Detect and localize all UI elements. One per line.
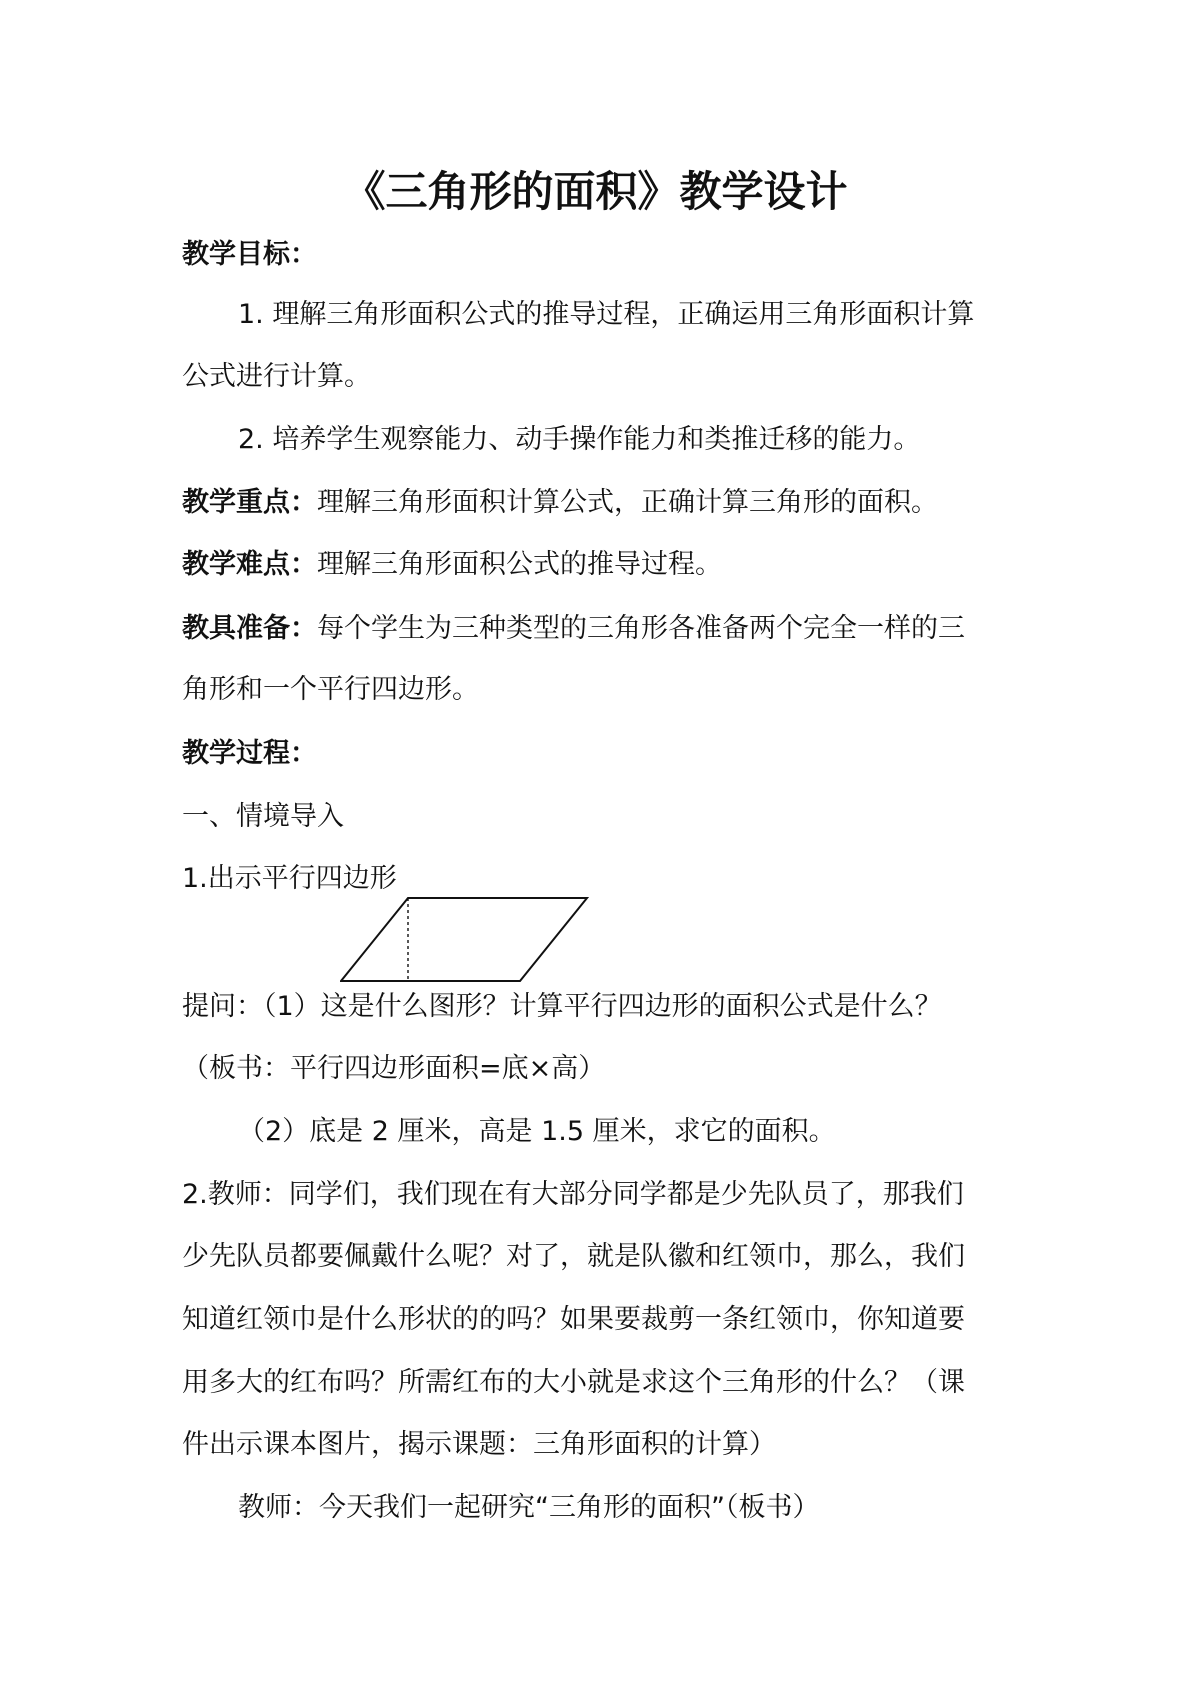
question-line-1: 提问：（1）这是什么图形？计算平行四边形的面积公式是什么？	[182, 991, 942, 1022]
question-2: （2）底是 2 厘米，高是 1.5 厘米，求它的面积。	[238, 1116, 836, 1147]
objective-1-line-2: 公式进行计算。	[182, 361, 371, 392]
step-1: 1.出示平行四边形	[182, 863, 397, 894]
step-2-line-2: 少先队员都要佩戴什么呢？对了，就是队徽和红领巾，那么，我们	[182, 1241, 965, 1272]
parallelogram-shape	[341, 898, 587, 981]
materials-paragraph	[182, 612, 965, 646]
process-heading: 教学过程：	[182, 738, 317, 769]
key-point-text: 理解三角形面积计算公式，正确计算三角形的面积。	[317, 487, 938, 518]
step-2-line-4: 用多大的红布吗？所需红布的大小就是求这个三角形的什么？（课	[182, 1367, 965, 1398]
key-point-paragraph	[182, 486, 938, 520]
question-line-2: （板书：平行四边形面积=底×高）	[182, 1053, 606, 1084]
objective-1-line-1: 1. 理解三角形面积公式的推导过程，正确运用三角形面积计算	[238, 299, 975, 330]
objective-2: 2. 培养学生观察能力、动手操作能力和类推迁移的能力。	[238, 424, 921, 455]
teacher-line: 教师：今天我们一起研究“三角形的面积”（板书）	[238, 1492, 820, 1523]
materials-text-line-1: 每个学生为三种类型的三角形各准备两个完全一样的三	[317, 613, 965, 644]
page-title: 《三角形的面积》教学设计	[343, 167, 848, 216]
parallelogram-figure	[340, 895, 600, 985]
materials-text-line-2: 角形和一个平行四边形。	[182, 674, 479, 705]
section-1-heading: 一、情境导入	[182, 801, 344, 832]
materials-label: 教具准备：	[182, 613, 317, 644]
difficulty-text: 理解三角形面积公式的推导过程。	[317, 549, 722, 580]
difficulty-label: 教学难点：	[182, 549, 317, 580]
step-2-line-5: 件出示课本图片，揭示课题：三角形面积的计算）	[182, 1429, 776, 1460]
objectives-heading: 教学目标：	[182, 239, 317, 270]
key-point-label: 教学重点：	[182, 487, 317, 518]
difficulty-paragraph	[182, 548, 722, 582]
step-2-line-3: 知道红领巾是什么形状的的吗？如果要裁剪一条红领巾，你知道要	[182, 1304, 965, 1335]
step-2-line-1: 2.教师：同学们，我们现在有大部分同学都是少先队员了，那我们	[182, 1179, 964, 1210]
